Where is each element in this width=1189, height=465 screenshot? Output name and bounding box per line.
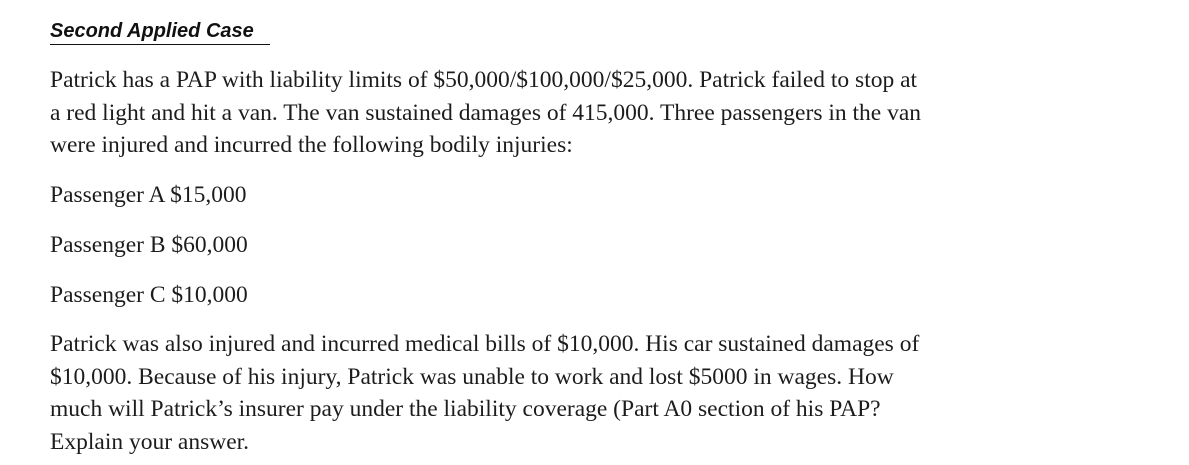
passenger-amount: $15,000 [170,182,247,208]
case-heading: Second Applied Case [50,18,270,45]
passenger-amount: $10,000 [171,282,248,308]
text-line: a red light and hit a van. The van sustained damages of 415,000. Three passengers in the van [50,99,922,126]
case-paragraph-intro [50,64,1050,162]
passenger-label: Passenger A [50,182,165,208]
text-line: Explain your answer. [50,428,250,455]
text-line: much will Patrick’s insurer pay under the liability coverage (Part A0 section of his PAP? [50,396,881,422]
case-paragraph-question [50,328,1050,458]
passenger-b-entry [50,230,248,260]
text-line: $10,000. Because of his injury, Patrick was unable to work and lost $5000 in wages. How [50,363,894,390]
passenger-label: Passenger B [50,232,166,258]
passenger-a-entry [50,180,246,210]
text-line: were injured and incurred the following bodily injuries: [50,132,573,158]
passenger-c-entry [50,280,248,310]
passenger-label: Passenger C [50,282,166,308]
text-line: Patrick was also injured and incurred medical bills of $10,000. His car sustained damages of [50,331,920,357]
passenger-amount: $60,000 [171,232,248,258]
text-line: Patrick has a PAP with liability limits of $50,000/$100,000/$25,000. Patrick failed to stop at [50,67,918,93]
